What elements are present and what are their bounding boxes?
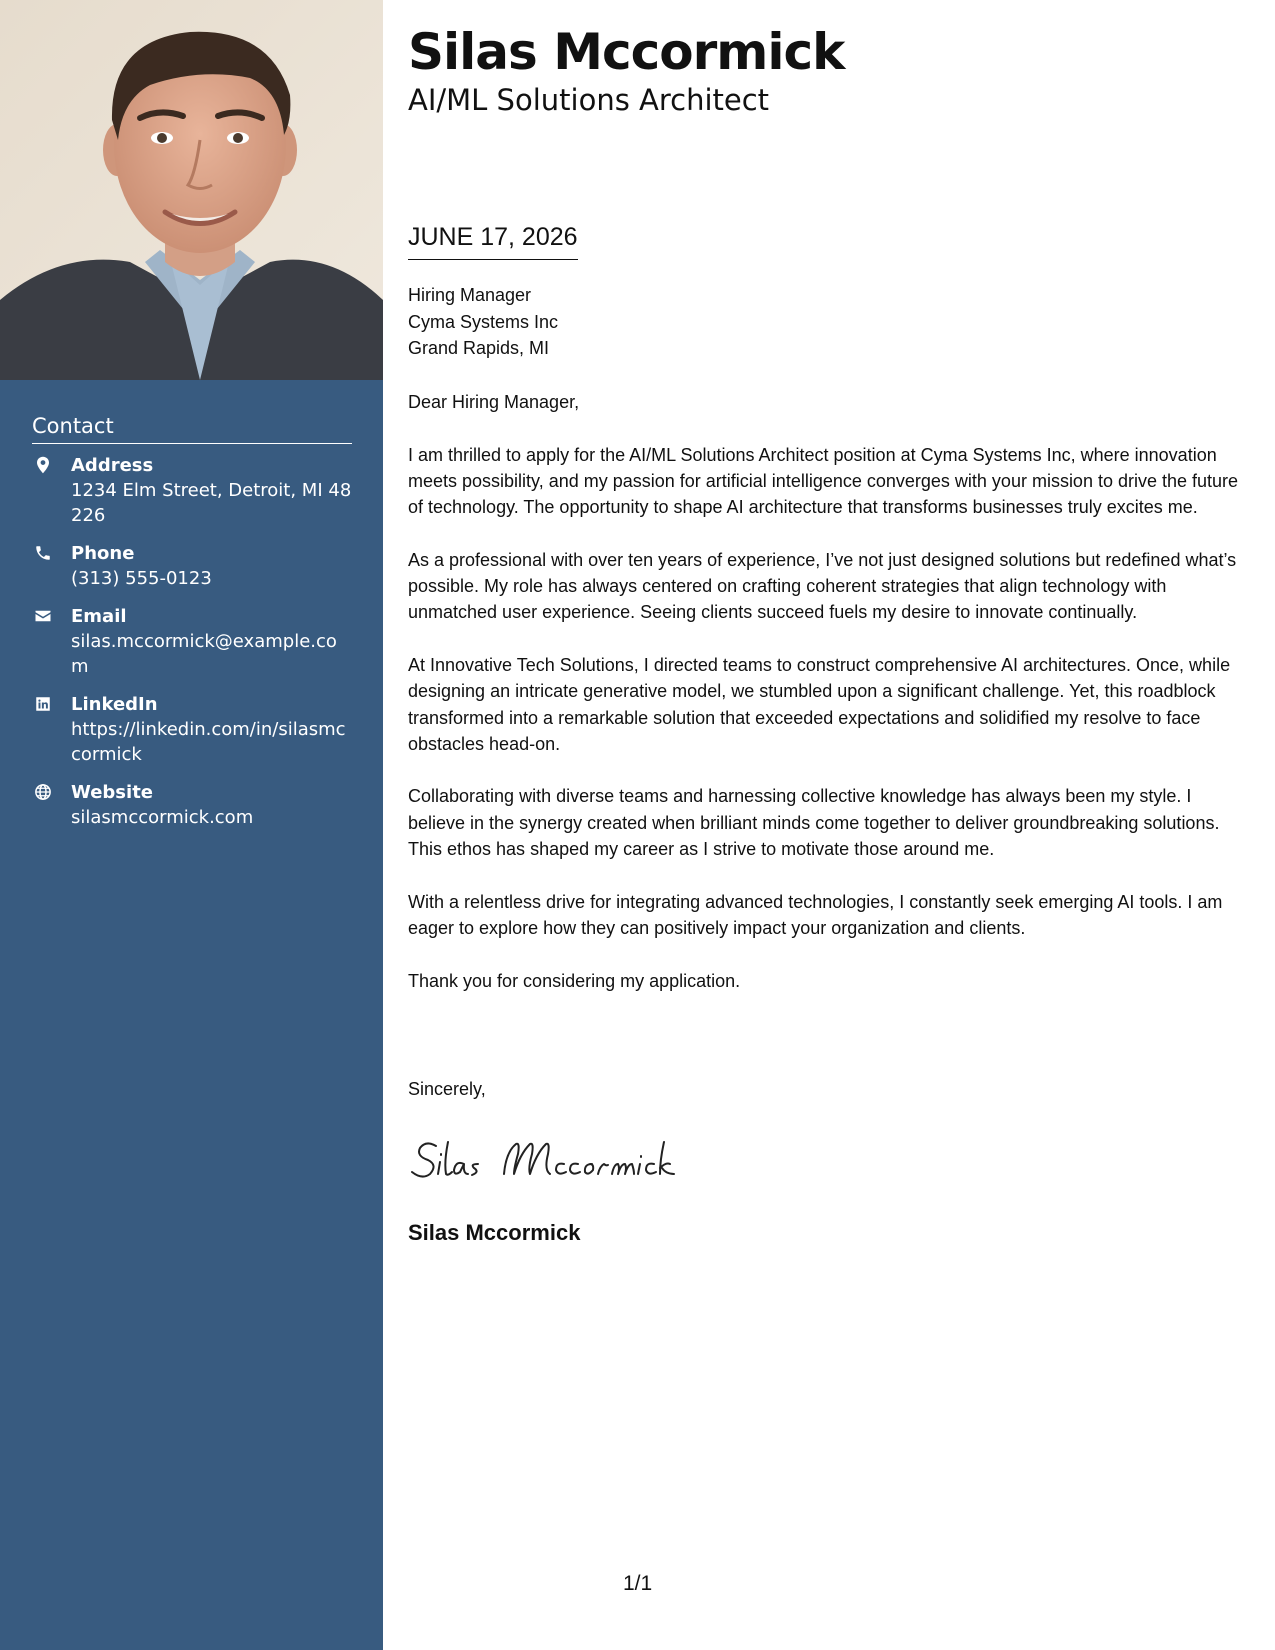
contact-item-email xyxy=(32,605,352,679)
envelope-icon xyxy=(34,607,52,625)
profile-photo xyxy=(0,0,383,380)
closing: Sincerely, xyxy=(408,1079,486,1099)
contact-item-address xyxy=(32,454,352,528)
contact-item-phone xyxy=(32,542,352,591)
website-link[interactable]: silasmccormick.com xyxy=(71,807,254,829)
contact-item-linkedin xyxy=(32,693,352,767)
page-number: 1/1 xyxy=(623,1572,653,1595)
contact-label: Website xyxy=(71,782,154,804)
letter-paragraph: With a relentless drive for integrating advanced technologies, I constantly seek emerging AI tools. I am eager to explore how they can positively impact your organization and clients. xyxy=(408,891,1223,938)
letter-date: JUNE 17, 2026 xyxy=(408,222,578,260)
sidebar xyxy=(0,0,383,1650)
map-pin-icon xyxy=(34,456,52,474)
email-value[interactable]: silas.mccormick@example.com xyxy=(71,631,337,678)
contact-section xyxy=(32,414,352,844)
recipient-line: Hiring Manager xyxy=(408,285,532,305)
contact-label: Address xyxy=(71,455,154,477)
letter-body xyxy=(408,389,1248,1020)
letter-paragraph: I am thrilled to apply for the AI/ML Solutions Architect position at Cyma Systems Inc, where innovation meets possibility, and my passion for artificial intelligence converges with your mission to drive the future of technology. The opportunity to shape AI architecture that transforms businesses truly excites me. xyxy=(408,444,1239,518)
letter-paragraph: Thank you for considering my application. xyxy=(408,970,741,991)
linkedin-icon xyxy=(34,695,52,713)
address-value: 1234 Elm Street, Detroit, MI 48226 xyxy=(71,480,352,527)
linkedin-link[interactable]: https://linkedin.com/in/silasmccormick xyxy=(71,719,346,766)
globe-icon xyxy=(34,783,52,801)
letter-paragraph: Collaborating with diverse teams and harnessing collective knowledge has always been my style. I believe in the synergy created when brilliant minds come together to deliver groundbreaking solutions. This ethos has shaped my career as I strive to motivate those around me. xyxy=(408,786,1220,860)
phone-icon xyxy=(34,544,52,562)
applicant-role: AI/ML Solutions Architect xyxy=(408,83,770,117)
contact-label: Email xyxy=(71,606,127,628)
contact-label: LinkedIn xyxy=(71,694,158,716)
handwritten-signature xyxy=(408,1132,678,1182)
phone-value[interactable]: (313) 555-0123 xyxy=(71,568,212,590)
contact-label: Phone xyxy=(71,543,135,565)
contact-item-website xyxy=(32,781,352,830)
salutation: Dear Hiring Manager, xyxy=(408,392,580,412)
recipient-line: Grand Rapids, MI xyxy=(408,338,550,358)
recipient-block xyxy=(408,282,558,362)
signer-name: Silas Mccormick xyxy=(408,1220,581,1245)
contact-heading: Contact xyxy=(32,414,352,444)
applicant-name: Silas Mccormick xyxy=(408,23,845,81)
letter-paragraph: At Innovative Tech Solutions, I directed teams to construct comprehensive AI architectures. Once, while designing an intricate generative model, we stumbled upon a significant challenge. Yet, this roadblock transformed into a remarkable solution that exceeded expectations and solidified my resolve to face obstacles head-on. xyxy=(408,654,1231,754)
recipient-line: Cyma Systems Inc xyxy=(408,311,559,332)
letter-paragraph: As a professional with over ten years of experience, I’ve not just designed solutions but redefined what’s possible. My role has always centered on crafting coherent strategies that align technology with unmatched user experience. Seeing clients succeed fuels my desire to innovate continually. xyxy=(408,549,1237,623)
